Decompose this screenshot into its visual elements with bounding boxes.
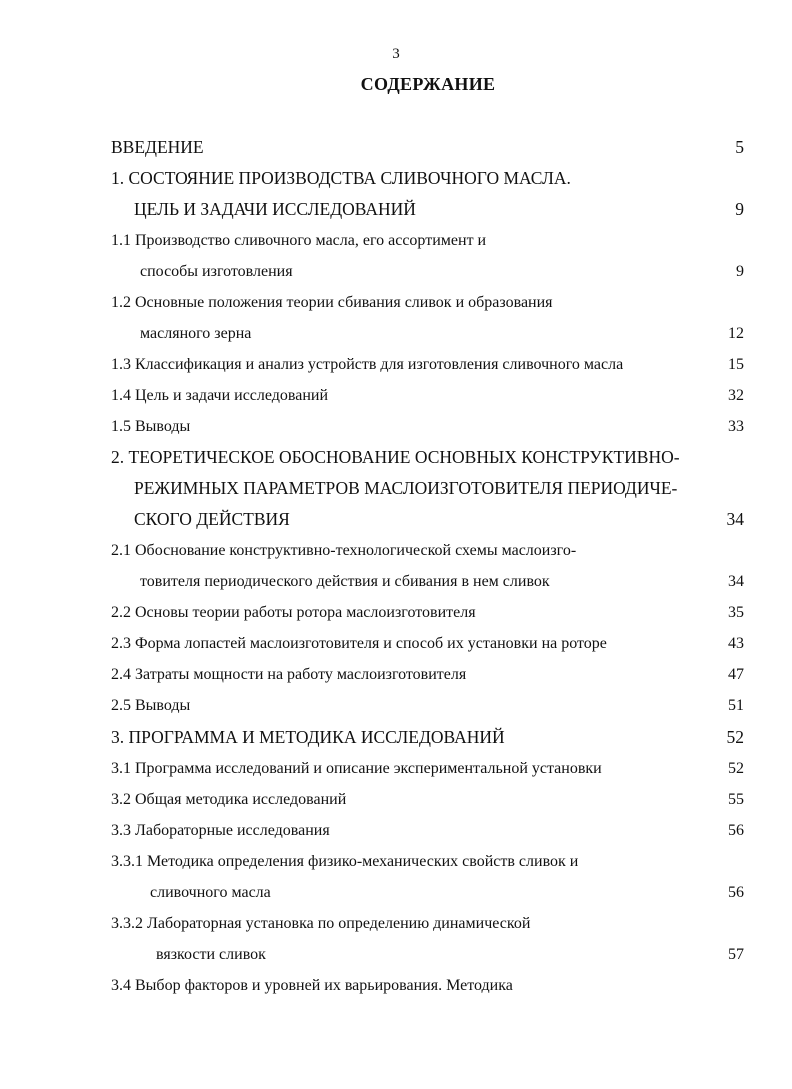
toc-page-number: 56 [728,884,744,901]
toc-page-number: 52 [728,760,744,777]
toc-page-number: 57 [728,946,744,963]
toc-page-number: 52 [726,727,744,747]
toc-entry-chapter-3: 3. ПРОГРАММА И МЕТОДИКА ИССЛЕДОВАНИЙ [111,727,505,747]
toc-entry-1-2-cont: масляного зерна [140,325,252,342]
toc-entry-2-5: 2.5 Выводы [111,697,191,714]
toc-entry-2-1: 2.1 Обоснование конструктивно-технологической схемы маслоизго- [111,542,577,559]
toc-entry-1-1: 1.1 Производство сливочного масла, его ассортимент и [111,232,487,249]
toc-entry-2-2: 2.2 Основы теории работы ротора маслоизготовителя [111,604,476,621]
toc-entry-3-3-2-cont: вязкости сливок [156,946,266,963]
toc-entry-chapter-2-cont: РЕЖИМНЫХ ПАРАМЕТРОВ МАСЛОИЗГОТОВИТЕЛЯ ПЕРИОДИЧЕ- [134,478,678,498]
toc-page-number: 34 [728,573,744,590]
toc-page-number: 32 [728,387,744,404]
toc-page-number: 9 [735,199,744,219]
toc-entry-3-3-1-cont: сливочного масла [150,884,271,901]
toc-entry-chapter-1-cont: ЦЕЛЬ И ЗАДАЧИ ИССЛЕДОВАНИЙ [134,199,416,219]
toc-page-number: 15 [728,356,744,373]
toc-entry-1-1-cont: способы изготовления [140,263,293,280]
toc-page-number: 47 [728,666,744,683]
toc-page-number: 55 [728,791,744,808]
toc-entry-introduction: ВВЕДЕНИЕ [111,137,204,157]
toc-page-number: 35 [728,604,744,621]
toc-entry-3-2: 3.2 Общая методика исследований [111,791,347,808]
page-number: 3 [392,46,400,62]
toc-page-number: 33 [728,418,744,435]
toc-entry-3-3-1: 3.3.1 Методика определения физико-механических свойств сливок и [111,853,579,870]
page-title: СОДЕРЖАНИЕ [360,74,496,94]
toc-entry-3-1: 3.1 Программа исследований и описание экспериментальной установки [111,760,602,777]
toc-page-number: 9 [736,263,744,280]
toc-entry-1-2: 1.2 Основные положения теории сбивания сливок и образования [111,294,553,311]
toc-entry-1-4: 1.4 Цель и задачи исследований [111,387,329,404]
toc-page-number: 5 [735,137,744,157]
toc-entry-chapter-2-cont: СКОГО ДЕЙСТВИЯ [134,509,290,529]
toc-entry-3-3-2: 3.3.2 Лабораторная установка по определению динамической [111,915,531,932]
toc-entry-2-4: 2.4 Затраты мощности на работу маслоизготовителя [111,666,467,683]
toc-entry-chapter-1: 1. СОСТОЯНИЕ ПРОИЗВОДСТВА СЛИВОЧНОГО МАСЛА. [111,168,571,188]
toc-entry-1-3: 1.3 Классификация и анализ устройств для изготовления сливочного масла [111,356,624,373]
toc-page-number: 51 [728,697,744,714]
toc-entry-1-5: 1.5 Выводы [111,418,191,435]
toc-entry-chapter-2: 2. ТЕОРЕТИЧЕСКОЕ ОБОСНОВАНИЕ ОСНОВНЫХ КОНСТРУКТИВНО- [111,447,680,467]
toc-page-number: 43 [728,635,744,652]
toc-page-number: 12 [728,325,744,342]
toc-entry-2-1-cont: товителя периодического действия и сбивания в нем сливок [140,573,550,590]
toc-page-number: 34 [726,509,744,529]
toc-entry-2-3: 2.3 Форма лопастей маслоизготовителя и способ их установки на роторе [111,635,607,652]
toc-entry-3-4: 3.4 Выбор факторов и уровней их варьирования. Методика [111,977,513,994]
toc-page-number: 56 [728,822,744,839]
toc-entry-3-3: 3.3 Лабораторные исследования [111,822,330,839]
